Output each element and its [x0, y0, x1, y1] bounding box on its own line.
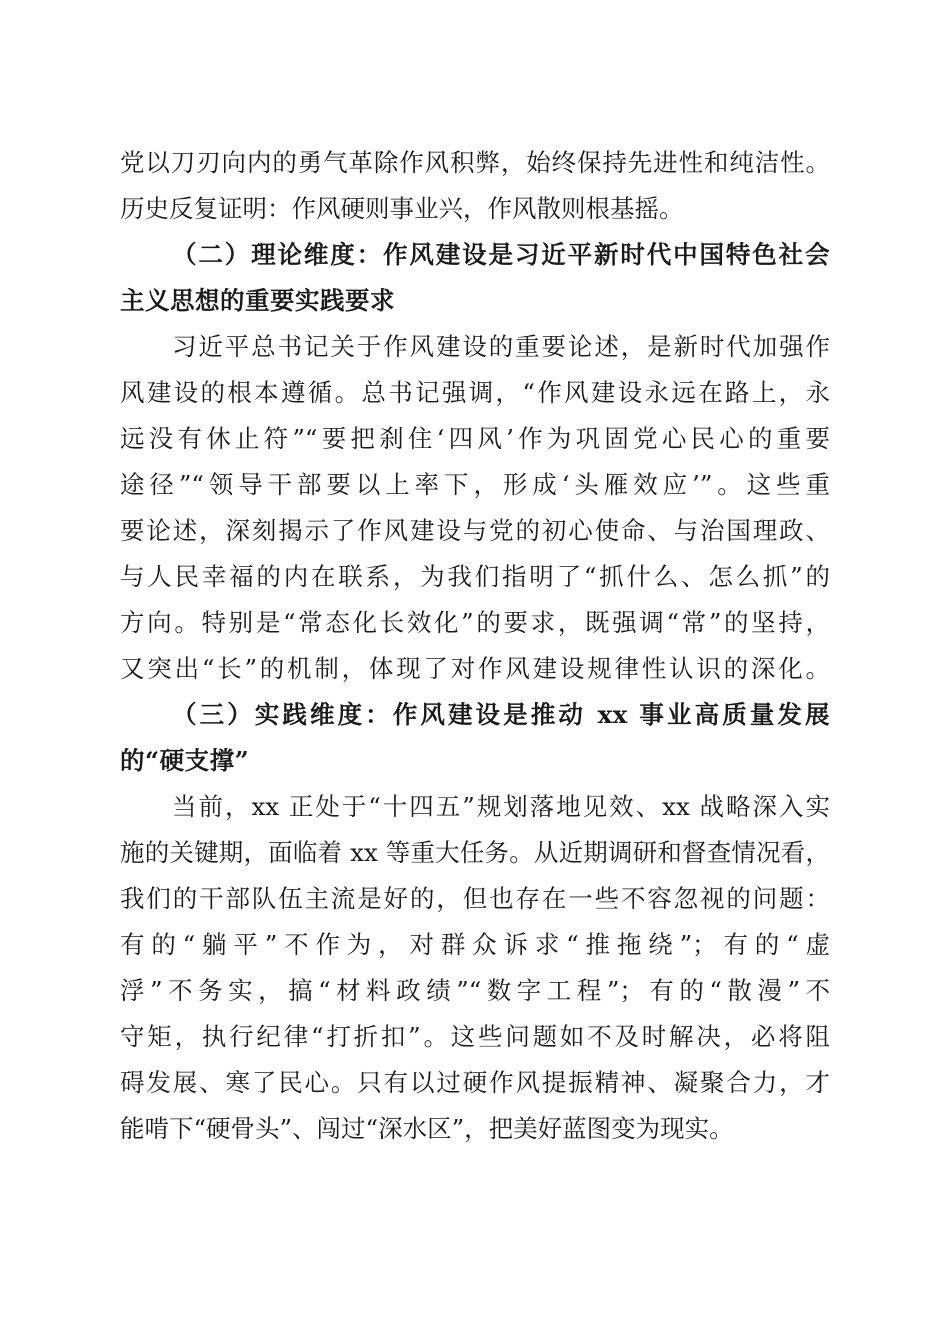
body-text-line: 当前，xx 正处于“十四五”规划落地见效、xx 战略深入实 — [172, 792, 830, 821]
body-text-line: 途径”“领导干部要以上率下，形成‘头雁效应’”。这些重 — [120, 470, 830, 499]
section-heading: 的“硬支撑” — [120, 746, 250, 775]
body-text-line: 能啃下“硬骨头”、闯过“深水区”，把美好蓝图变为现实。 — [120, 1114, 734, 1143]
body-text-line: 浮”不务实，搞“材料政绩”“数字工程”；有的“散漫”不 — [120, 976, 830, 1005]
body-text-line: 习近平总书记关于作风建设的重要论述，是新时代加强作 — [172, 332, 830, 361]
section-heading: （三）实践维度：作风建设是推动 xx 事业高质量发展 — [172, 700, 830, 729]
body-text-line: 施的关键期，面临着 xx 等重大任务。从近期调研和督查情况看， — [120, 838, 830, 867]
body-text-line: 方向。特别是“常态化长效化”的要求，既强调“常”的坚持， — [120, 608, 830, 637]
body-text-line: 有的“躺平”不作为，对群众诉求“推拖绕”；有的“虚 — [120, 930, 830, 959]
body-text-line: 要论述，深刻揭示了作风建设与党的初心使命、与治国理政、 — [120, 516, 830, 545]
body-text-line: 又突出“长”的机制，体现了对作风建设规律性认识的深化。 — [120, 654, 830, 683]
body-text-line: 碍发展、寒了民心。只有以过硬作风提振精神、凝聚合力，才 — [120, 1068, 830, 1097]
body-text-line: 守矩，执行纪律“打折扣”。这些问题如不及时解决，必将阻 — [120, 1022, 830, 1051]
section-heading: 主义思想的重要实践要求 — [120, 286, 395, 315]
body-text-line: 风建设的根本遵循。总书记强调，“作风建设永远在路上，永 — [120, 378, 830, 407]
section-heading: （二）理论维度：作风建设是习近平新时代中国特色社会 — [172, 240, 830, 269]
body-text-line: 党以刀刃向内的勇气革除作风积弊，始终保持先进性和纯洁性。 — [120, 148, 830, 177]
body-text-line: 与人民幸福的内在联系，为我们指明了“抓什么、怎么抓”的 — [120, 562, 830, 591]
body-text-line: 历史反复证明：作风硬则事业兴，作风散则根基摇。 — [120, 194, 684, 223]
body-text-line: 远没有休止符”“要把刹住‘四风’作为巩固党心民心的重要 — [120, 424, 830, 453]
body-text-line: 我们的干部队伍主流是好的，但也存在一些不容忽视的问题： — [120, 884, 830, 913]
